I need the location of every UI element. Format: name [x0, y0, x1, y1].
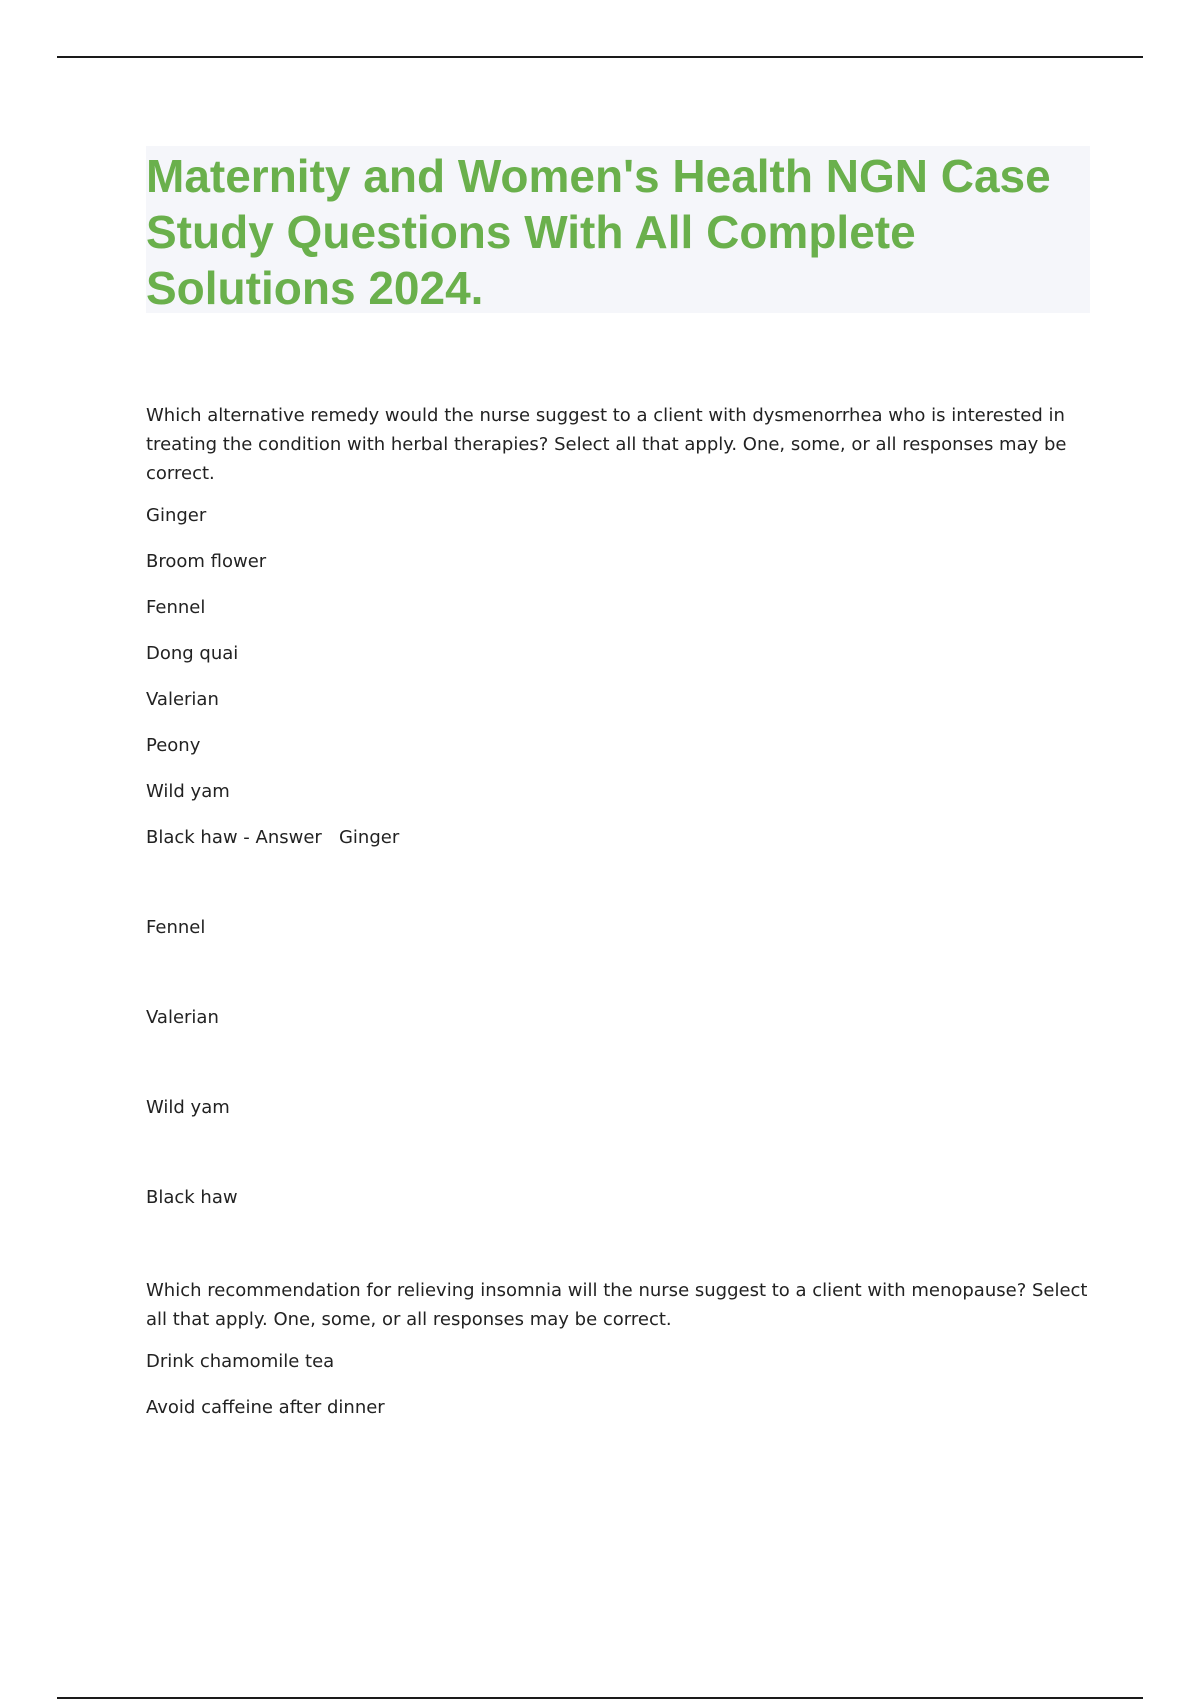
q2-option-1: Drink chamomile tea	[146, 1351, 335, 1372]
q1-option-1: Ginger	[146, 505, 207, 526]
q1-option-8-answer: Black haw - Answer Ginger	[146, 827, 400, 848]
q1-answer-1: Fennel	[146, 917, 206, 938]
q1-option-7: Wild yam	[146, 781, 230, 802]
document-title: Maternity and Women's Health NGN Case Study Questions With All Complete Solutions 2024.	[146, 150, 1051, 314]
question-2-text: Which recommendation for relieving insomnia will the nurse suggest to a client with menopause? Select all that apply. One, some, or all responses may be correct.	[146, 1280, 1088, 1330]
page-content	[146, 146, 1090, 1420]
question-1-text: Which alternative remedy would the nurse suggest to a client with dysmenorrhea who is interested in treating the condition with herbal therapies? Select all that apply. One, some, or all responses may be correct.	[146, 405, 1067, 484]
q1-answer-2: Valerian	[146, 1007, 219, 1028]
q1-option-4: Dong quai	[146, 643, 239, 664]
q1-option-5: Valerian	[146, 689, 219, 710]
bottom-rule	[57, 1697, 1143, 1699]
q1-answer-3: Wild yam	[146, 1097, 230, 1118]
q1-option-6: Peony	[146, 735, 201, 756]
q1-option-3: Fennel	[146, 597, 206, 618]
q1-option-2: Broom flower	[146, 551, 267, 572]
q2-option-2: Avoid caffeine after dinner	[146, 1397, 385, 1418]
title-block	[146, 146, 1090, 313]
q1-answer-4: Black haw	[146, 1187, 238, 1208]
top-rule	[57, 56, 1143, 58]
